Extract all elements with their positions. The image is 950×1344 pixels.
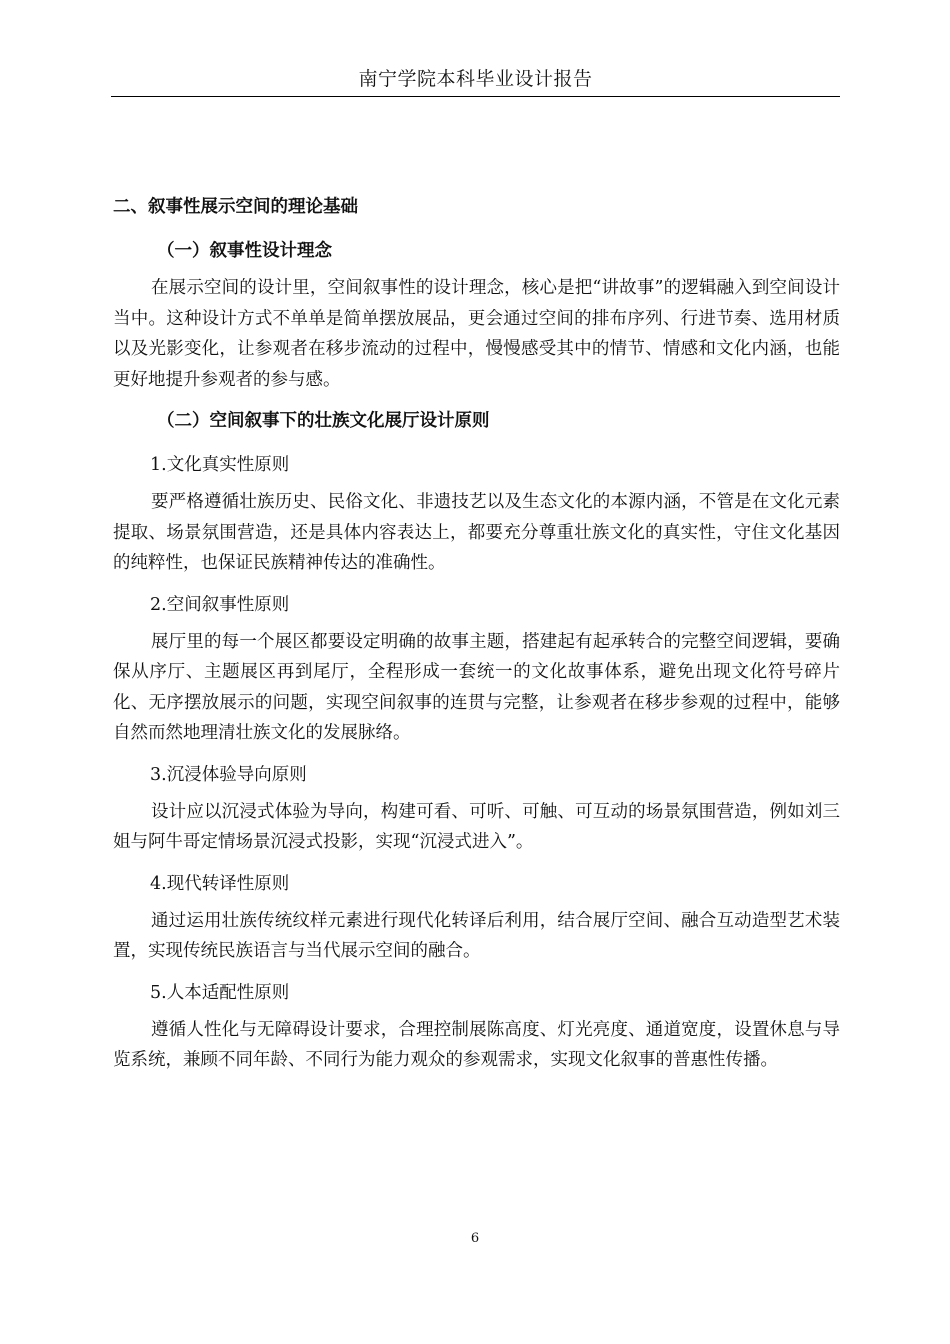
- paragraph-design-concept: 在展示空间的设计里，空间叙事性的设计理念，核心是把“讲故事”的逻辑融入到空间设计当中。这种设计方式不单单是简单摆放展品，更会通过空间的排布序列、行进节奏、选用材质以及光影变化，让参观者在移步流动的过程中，慢慢感受其中的情节、情感和文化内涵，也能更好地提升参观者的参与感。: [113, 278, 840, 390]
- principle-paragraph-2: 展厅里的每一个展区都要设定明确的故事主题，搭建起有起承转合的完整空间逻辑，要确保从序厅、主题展区再到尾厅，全程形成一套统一的文化故事体系，避免出现文化符号碎片化、无序摆放展示的问题，实现空间叙事的连贯与完整，让参观者在移步参观的过程中，能够自然而然地理清壮族文化的发展脉络。: [113, 631, 840, 743]
- principle-paragraph-1: 要严格遵循壮族历史、民俗文化、非遗技艺以及生态文化的本源内涵，不管是在文化元素提取、场景氛围营造，还是具体内容表达上，都要充分尊重壮族文化的真实性，守住文化基因的纯粹性，也保证民族精神传达的准确性。: [113, 492, 840, 573]
- subsection-heading-2: （二）空间叙事下的壮族文化展厅设计原则: [157, 411, 490, 431]
- document-body: [113, 185, 840, 1080]
- principle-heading-5: 5.人本适配性原则: [150, 982, 290, 1003]
- principle-heading-1: 1.文化真实性原则: [150, 455, 290, 475]
- subsection-heading-1: （一）叙事性设计理念: [157, 241, 332, 261]
- principle-paragraph-4: 通过运用壮族传统纹样元素进行现代化转译后利用，结合展厅空间、融合互动造型艺术装置，实现传统民族语言与当代展示空间的融合。: [113, 910, 840, 961]
- section-heading: 二、叙事性展示空间的理论基础: [113, 197, 358, 217]
- principle-heading-3: 3.沉浸体验导向原则: [150, 764, 307, 785]
- page-header: 南宁学院本科毕业设计报告: [111, 62, 840, 97]
- principle-paragraph-3: 设计应以沉浸式体验为导向，构建可看、可听、可触、可互动的场景氛围营造，例如刘三姐与阿牛哥定情场景沉浸式投影，实现“沉浸式进入”。: [113, 801, 840, 852]
- principle-paragraph-5: 遵循人性化与无障碍设计要求，合理控制展陈高度、灯光亮度、通道宽度，设置休息与导览系统，兼顾不同年龄、不同行为能力观众的参观需求，实现文化叙事的普惠性传播。: [113, 1019, 840, 1070]
- principle-heading-4: 4.现代转译性原则: [150, 873, 290, 894]
- principle-heading-2: 2.空间叙事性原则: [150, 594, 290, 615]
- page-number: 6: [470, 1231, 480, 1246]
